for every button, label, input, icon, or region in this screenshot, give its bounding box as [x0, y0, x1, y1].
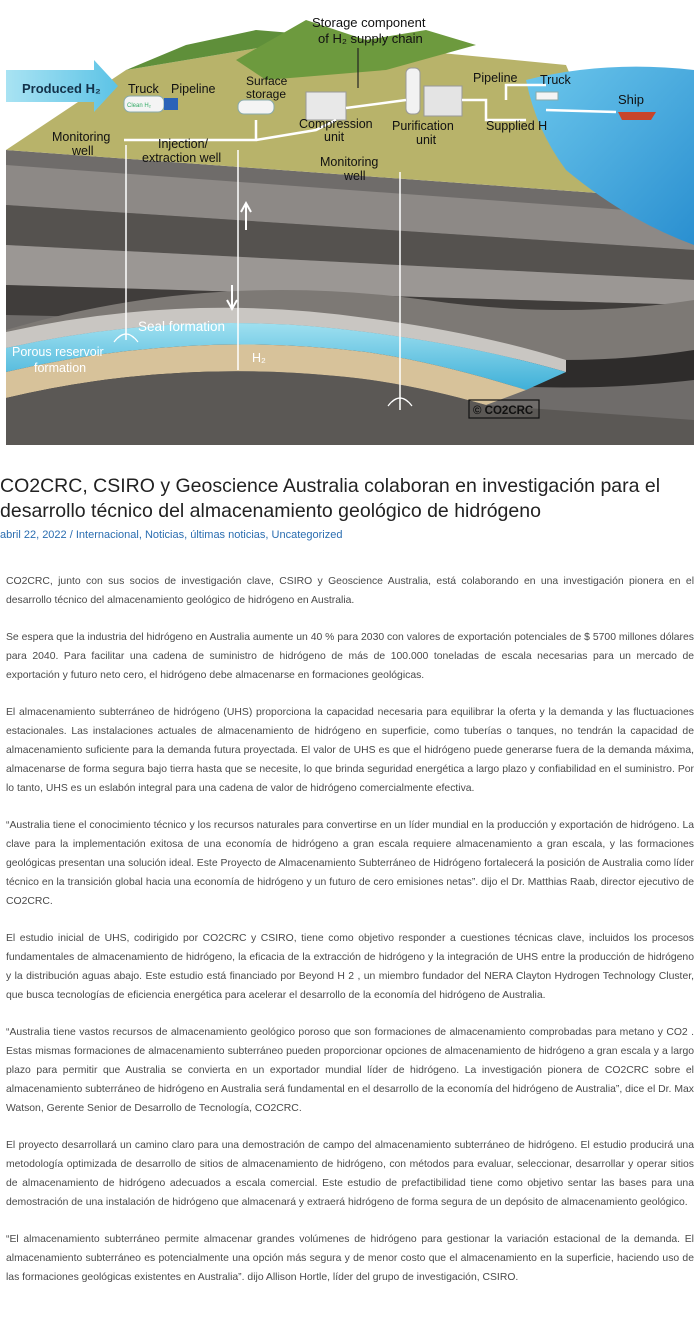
meta-separator: / — [66, 529, 76, 541]
diagram-svg — [6, 0, 694, 445]
article-meta: abril 22, 2022 / Internacional, Noticias, últimas noticias, Uncategorized — [0, 529, 343, 541]
label-storage: storage — [246, 87, 287, 101]
label-pipeline-right: Pipeline — [473, 71, 518, 85]
label-storage-component: Storage component — [312, 15, 426, 30]
label-porous-reservoir: Porous reservoir — [12, 345, 104, 359]
label-injection: Injection/ — [158, 137, 209, 151]
truck-right-icon — [536, 92, 558, 100]
label-copyright: © CO2CRC — [473, 405, 534, 417]
label-clean-h2: Clean H₂ — [127, 103, 152, 109]
label-monitoring-well-2: Monitoring — [320, 155, 379, 169]
hydrogen-storage-diagram — [6, 0, 694, 445]
surface-storage-tank-icon — [238, 100, 274, 114]
category-link-noticias[interactable]: Noticias — [144, 529, 185, 541]
article-paragraph: El almacenamiento subterráneo de hidrógeno (UHS) proporciona la capacidad necesaria para equilibrar la oferta y la demanda y las fluctuaciones estacionales. Las instalaciones actuales de almacenamiento de hidrógeno en superficie, como tuberías o tanques, no tendrán la capacidad de almacenamiento suficiente para la demanda futura proyectada. El valor de UHS es que el hidrógeno puede generarse fuera de la demanda máxima, almacenarse de forma segura bajo tierra hasta que se necesite, lo que brinda seguridad energética a largo plazo y confiabilidad en el suministro. Por lo tanto, UHS es un eslabón integral para una cadena de valor de hidrógeno comercialmente efectiva. — [6, 707, 694, 794]
category-link-ultimas-noticias[interactable]: últimas noticias — [190, 529, 266, 541]
label-produced-h2: Produced H₂ — [22, 81, 101, 96]
article-title: CO2CRC, CSIRO y Geoscience Australia colaboran en investigación para el desarrollo técnico del almacenamiento geológico de hidrógeno — [0, 475, 661, 522]
label-supplied-h: Supplied H — [486, 119, 548, 133]
article-paragraph: El estudio inicial de UHS, codirigido por CO2CRC y CSIRO, tiene como objetivo responder a cuestiones técnicas clave, incluidos los procesos fundamentales de almacenamiento de hidrógeno, la eficacia de la extracción de hidrógeno y la integración de UHS entre la producción de hidrógeno y la distribución aguas abajo. Este estudio está financiado por Beyond H 2 , un miembro fundador del NERA Clayton Hydrogen Technology Cluster, que busca tecnologías de eficiencia energética para acelerar el desarrollo de la economía del hidrógeno de Australia. — [6, 933, 694, 1001]
purification-unit-icon — [424, 86, 462, 116]
ship-icon — [618, 112, 656, 120]
label-h2: H₂ — [252, 351, 266, 365]
label-monitoring-well-2-well: well — [344, 169, 366, 183]
label-ship: Ship — [618, 92, 645, 107]
category-link-internacional[interactable]: Internacional — [75, 529, 139, 541]
article-body — [6, 572, 694, 1305]
article-date: abril 22, 2022 — [0, 529, 67, 541]
label-surface: Surface — [246, 74, 288, 88]
label-compression-unit: unit — [324, 130, 345, 144]
label-truck-right: Truck — [540, 73, 571, 87]
purification-tank-icon — [406, 68, 420, 114]
article-paragraph: CO2CRC, junto con sus socios de investigación clave, CSIRO y Geoscience Australia, está colaborando en una investigación pionera en el desarrollo técnico del almacenamiento geológico de hidrógeno en Australia. — [6, 576, 694, 606]
label-purification-unit: unit — [416, 133, 437, 147]
truck-cab-icon — [164, 98, 178, 110]
label-monitoring-well-1: Monitoring — [52, 130, 111, 144]
label-monitoring-well-1-well: well — [72, 144, 94, 158]
compression-unit-icon — [306, 92, 346, 120]
label-truck-left: Truck — [128, 82, 159, 96]
label-purification: Purification — [392, 119, 454, 133]
label-porous-formation: formation — [34, 361, 87, 375]
article-paragraph: “Australia tiene vastos recursos de almacenamiento geológico poroso que son formaciones de almacenamiento comprobadas para metano y CO2 . Estas mismas formaciones de almacenamiento subterráneo pueden proporcionar opciones de almacenamiento de hidrógeno a gran escala y a largo plazo para permitir que Australia se convierta en un exportador mundial líder de hidrógeno. La investigación pionera de CO2CRC sobre el almacenamiento subterráneo de hidrógeno en Australia será fundamental en el desarrollo de la economía del hidrógeno de Australia”, dice el Dr. Max Watson, Gerente Senior de Desarrollo de Tecnología, CO2CRC. — [6, 1027, 694, 1114]
label-compression: Compression — [299, 117, 373, 131]
article-paragraph: “El almacenamiento subterráneo permite almacenar grandes volúmenes de hidrógeno para gestionar la variación estacional de la demanda. El almacenamiento subterráneo es potencialmente una opción más segura y de menor costo que el almacenamiento en la superficie, haciendo uso de las formaciones geológicas existentes en Australia”. dijo Allison Hortle, líder del grupo de investigación, CSIRO. — [6, 1234, 694, 1283]
label-supply-chain: of H₂ supply chain — [318, 31, 423, 46]
label-pipeline-left: Pipeline — [171, 82, 216, 96]
label-extraction-well: extraction well — [142, 151, 222, 165]
article-paragraph: “Australia tiene el conocimiento técnico y los recursos naturales para convertirse en un líder mundial en la producción y exportación de hidrógeno. La clave para la implementación exitosa de una economía de hidrógeno a gran escala requiere almacenamiento a gran escala, y las formaciones geológicas presentan una solución ideal. Este Proyecto de Almacenamiento Subterráneo de Hidrógeno fortalecerá la posición de Australia como líder técnico en la transición global hacia una economía de hidrógeno y un futuro de cero emisiones netas”. dijo el Dr. Matthias Raab, director ejecutivo de CO2CRC. — [6, 820, 694, 907]
article-paragraph: Se espera que la industria del hidrógeno en Australia aumente un 40 % para 2030 con valores de exportación potenciales de $ 5700 millones dólares para 2040. Para facilitar una cadena de suministro de hidrógeno de más de 100.000 toneladas de escala necesarias para un mercado de exportación y futuro neto cero, el hidrógeno debe almacenarse en formaciones geológicas. — [6, 632, 694, 681]
category-link-uncategorized[interactable]: Uncategorized — [271, 529, 343, 541]
label-seal-formation: Seal formation — [138, 319, 226, 334]
article-paragraph: El proyecto desarrollará un camino claro para una demostración de campo del almacenamiento subterráneo de hidrógeno. El estudio producirá una metodología optimizada de desarrollo de sitios de almacenamiento de hidrógeno, con métodos para evaluar, seleccionar, desarrollar y operar sitios de almacenamiento de hidrógeno adecuados a escala comercial. Este estudio de prefactibilidad tiene como objetivo sentar las bases para una demostración de una instalación de hidrógeno que almacenará y extraerá hidrógeno de forma segura de un depósito de almacenamiento geológico. — [6, 1140, 694, 1208]
